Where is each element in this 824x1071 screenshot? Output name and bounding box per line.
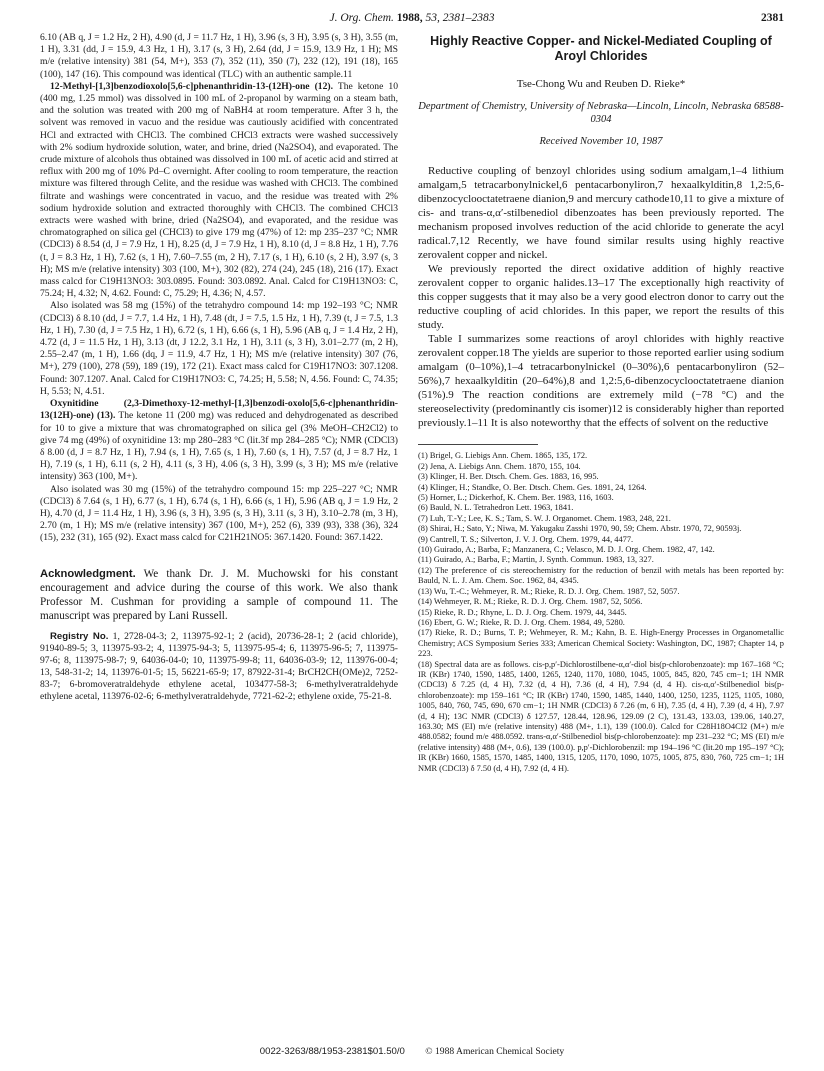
reference-item: (13) Wu, T.-C.; Wehmeyer, R. M.; Rieke, R. D. J. Org. Chem. 1987, 52, 5057. — [418, 586, 680, 596]
compound-12-body: The ketone 10 (400 mg, 1.25 mmol) was dissolved in 100 mL of 2-propanol by warming on a steam bath, and the solution was treated with 200 mg of NaBH4 at room temperature. After 3 h, the solvent was removed in vacuo and the residue was cautiously acidified with concentrated HCl and extracted with CHCl3. The combined CHCl3 extracts were washed successively with 2% sodium hydroxide solution, water, and brine, dried (Na2SO4), and evaporated. The crude mixture of alcohols thus obtained was dissolved in 100 mL of acetic acid and stirred at reflux with 200 mg of 10% Pd–C overnight. After cooling to room temperature, the reaction mixture was filtered through Celite, and the residue was washed with CHCl3. The combined filtrate and washings were concentrated in vacuo, and the residue was treated with 2% sodium hydroxide solution and extracted thoroughly with CHCl3. The combined CHCl3 extracts were washed with brine, dried (Na2SO4), and evaporated, and the residue was chromatographed on silica gel (CHCl3) to give 179 mg (47%) of 12: mp 235–237 °C; NMR (CDCl3) δ 8.54 (d, J = 7.9 Hz, 1 H), 8.25 (d, J = 7.9 Hz, 1 H), 8.10 (d, J = 8.8 Hz, 1 H), 7.76 (t, J = 8.3 Hz, 1 H), 7.62 (s, 1 H), 7.60–7.55 (m, 2 H), 7.17 (s, 1 H), 6.10 (s, 2 H), 3.97 (s, 3 H); MS m/e (relative intensity) 303 (100, M+), 302 (82), 274 (24), 245 (18), 216 (17). Exact mass calcd for C19H13NO3: 303.0895. Found: 303.0892. Anal. Calcd for C19H13NO3: C, 75.24; H, 4.32; N, 4.62. Found: C, 75.29; H, 4.36; N, 4.57. — [40, 80, 398, 300]
page-footer — [40, 1046, 784, 1057]
page-header — [40, 12, 784, 30]
reference-item: (5) Horner, L.; Dickerhof, K. Chem. Ber. 1983, 116, 1603. — [418, 493, 614, 503]
reference-item: (7) Luh, T.-Y.; Lee, K. S.; Tam, S. W. J. Organomet. Chem. 1983, 248, 221. — [418, 513, 671, 523]
reference-item: (15) Rieke, R. D.; Rhyne, L. D. J. Org. Chem. 1979, 44, 3445. — [418, 607, 627, 617]
reference-item: (8) Shirai, H.; Sato, Y.; Niwa, M. Yakugaku Zasshi 1970, 90, 59; Chem. Abstr. 1970, 72, 90593j. — [418, 524, 742, 534]
reference-item: (17) Rieke, R. D.; Burns, T. P.; Wehmeyer, R. M.; Kahn, B. E. High-Energy Processes in Organometallic Chemistry; ACS Symposium Series 333; American Chemical Society: Washington, DC, 1987; Chapter 14, p 223. — [418, 628, 784, 659]
page-number: 2381 — [761, 12, 784, 24]
received-date: Received November 10, 1987 — [539, 136, 663, 148]
body-paragraph-1: Reductive coupling of benzoyl chlorides using sodium amalgam,1–4 lithium amalgam,5 tetracarbonylnickel,6 pentacarbonyliron,7 hexaalkylditin,8 1,2:5,6-dibenzocyclooctatetraene dianion,9 and mercury cathode10,11 to give a mixture of cis- and trans-α,α′-stilbenediol dibenzoates has been previously reported. The mechanism proposed involves reduction of the acid chloride to generate the acyl radical.7,12 Recently, we have found similar results using highly reactive zerovalent copper and nickel. — [418, 165, 784, 262]
compound-12-title: 12-Methyl-[1,3]benzodioxolo[5,6-c]phenanthridin-13-(12H)-one (12). — [50, 80, 333, 92]
registry-label: Registry No. — [50, 630, 109, 642]
body-paragraph-2: We previously reported the direct oxidative addition of highly reactive zerovalent copper to organic halides.13–17 The exceptionally high reactivity of this copper suggests that it may also be a very good electron donor to carry out the reductive coupling of acid chlorides. In this paper, we report the results of this study. — [418, 263, 784, 332]
reference-item: (18) Spectral data are as follows. cis-p,p′-Dichlorostilbene-α,α′-diol bis(p-chlorobenzoate): mp 167–168 °C; IR (KBr) 1740, 1590, 1485, 1400, 1265, 1240, 1170, 1080, 1045, 1005, 845, 820, 745 cm−1; 1H NMR (CDCl3) δ 7.25 (d, 4 H), 7.32 (d, 4 H), 7.36 (d, 4 H), 7.94 (d, 4 H). cis-α,α′-Stilbenediol bis(p-chlorobenzoate): mp 159–161 °C; IR (KBr) 1740, 1590, 1485, 1440, 1400, 1250, 1235, 1125, 1105, 1080, 1005, 840, 760, 745, 690, 670 cm−1; 1H NMR (CDCl3) δ 7.26 (m, 6 H), 7.35 (d, 4 H), 7.39 (d, 4 H), 7.97 (d, 4 H); 13C NMR (CDCl3) δ 127.57, 128.44, 128.96, 129.09 (2 C), 131.43, 133.03, 139.06, 140.27, 163.30; MS (EI) m/e (relative intensity) 488 (M+, 1.1), 139 (100.0). Calcd for C28H18O4Cl2 (M+) m/e 488.0582; found m/e 488.0592. trans-α,α′-Stilbenediol bis(p-chlorobenzoate): mp 231–232 °C; MS (EI) m/e (relative intensity) 488 (M+, 0.6), 139 (100.0). p,p′-Dichlorobenzil: mp 194–196 °C (lit.20 mp 195–197 °C); IR (KBr) 1660, 1585, 1570, 1485, 1400, 1315, 1205, 1170, 1090, 1075, 1005, 875, 830, 760, 725 cm−1; 1H NMR (CDCl3) δ 7.50 (d, 4 H), 7.92 (d, 4 H). — [418, 659, 784, 773]
reference-item: (6) Bauld, N. L. Tetrahedron Lett. 1963, 1841. — [418, 503, 574, 513]
references-list — [418, 451, 784, 774]
body-paragraph-3: Table I summarizes some reactions of aroyl chlorides with highly reactive zerovalent copper.18 The yields are superior to those reported earlier using sodium amalgam (0–10%),1–4 tetracarbonylnickel (0–30%),6 pentacarbonyliron (52–56%),7 hexaalkylditin (20–64%),8 and 1,2:5,6-dibenzocyclooctatetraene dianion (51%).9 The reaction conditions are extremely mild (−78 °C) and the stereoselectivity (predominantly cis isomer)12 is considerably higher than reported previously.1–11 It is also noteworthy that the effects of solvent on the reductive — [418, 333, 784, 430]
reference-item: (12) The preference of cis stereochemistry for the reduction of benzil with metals has been reported by: Bauld, N. L. J. Am. Chem. Soc. 1962, 84, 4345. — [418, 565, 784, 586]
article-body — [418, 164, 784, 430]
article-code: 0022-3263/88/1953-2381$01.50/0 — [259, 1046, 405, 1057]
journal-year: 1988, — [396, 12, 423, 24]
journal-name: J. Org. Chem. — [329, 12, 394, 24]
compound-15-paragraph: Also isolated was 30 mg (15%) of the tetrahydro compound 15: mp 225–227 °C; NMR (CDCl3) δ 7.64 (s, 1 H), 6.77 (s, 1 H), 6.74 (s, 1 H), 6.66 (s, 1 H), 5.96 (AB q, J = 1.9 Hz, 2 H), 4.70 (d, J = 11.4 Hz, 1 H), 3.96 (s, 3 H), 3.95 (s, 3 H), 3.11 (s, 3 H), 3.10–2.78 (m, 3 H), 2.70 (m, 1 H); MS m/e (relative intensity) 367 (100, M+), 252 (6), 339 (93), 338 (36), 324 (15), 232 (31), 165 (92). Exact mass calcd for C21H21NO5: 367.1420. Found: 367.1422. — [40, 483, 398, 544]
registry-text: 1, 2728-04-3; 2, 113975-92-1; 2 (acid), 20736-28-1; 2 (acid chloride), 91940-89-5; 3, 113975-93-2; 4, 113975-94-3; 5, 113975-95-4; 6, 113975-96-5; 7, 113975-97-6; 8, 113975-98-7; 9, 64036-04-0; 10, 113975-99-8; 11, 64036-03-9; 12, 113976-00-4; 13, 548-31-2; 14, 113976-01-5; 15, 56221-65-9; 17, 87922-31-4; BrCH2CH(OMe)2, 7252-83-7; 6-bromoveratraldehyde ethylene acetal, 103477-58-3; 6-methylveratraldehyde ethylene acetal, 113976-02-6; 6-methylveratraldehyde, 7721-62-2; ethylene oxide, 75-21-8. — [40, 630, 398, 702]
left-column — [40, 32, 398, 703]
article-title: Highly Reactive Copper- and Nickel-Mediated Coupling of Aroyl Chlorides — [430, 34, 772, 63]
reference-item: (10) Guirado, A.; Barba, F.; Manzanera, C.; Velasco, M. D. J. Org. Chem. 1982, 47, 142. — [418, 545, 715, 555]
acknowledgment-label: Acknowledgment. — [40, 567, 136, 580]
reference-item: (3) Klinger, H. Ber. Dtsch. Chem. Ges. 1883, 16, 995. — [418, 472, 599, 482]
reference-item: (1) Brigel, G. Liebigs Ann. Chem. 1865, 135, 172. — [418, 451, 588, 461]
author-affiliation: Department of Chemistry, University of Nebraska—Lincoln, Lincoln, Nebraska 68588-0304 — [418, 101, 784, 126]
reference-item: (16) Ebert, G. W.; Rieke, R. D. J. Org. Chem. 1984, 49, 5280. — [418, 617, 625, 627]
reference-item: (9) Cantrell, T. S.; Silverton, J. V. J. Org. Chem. 1979, 44, 4477. — [418, 534, 634, 544]
journal-pages: 2381–2383 — [442, 12, 495, 24]
compound-12-section — [40, 81, 398, 301]
reference-item: (4) Klinger, H.; Standke, O. Ber. Dtsch. Chem. Ges. 1891, 24, 1264. — [418, 482, 647, 492]
acknowledgment-text: We thank Dr. J. M. Muchowski for his constant encouragement and advice during the course of this work. We also thank Professor M. Cushman for providing a sample of compound 11. The manuscript was prepared by Lani Russell. — [40, 567, 398, 622]
experimental-continued: 6.10 (AB q, J = 1.2 Hz, 2 H), 4.90 (d, J = 11.7 Hz, 1 H), 3.96 (s, 3 H), 3.95 (s, 3 H), 3.55 (m, 1 H), 3.31 (dd, J = 15.9, 4.3 Hz, 1 H), 3.17 (s, 3 H), 2.64 (dd, J = 15.9, 13.9 Hz, 1 H); MS m/e (relative intensity) 381 (54, M+), 353 (7), 352 (11), 350 (7), 232 (12), 191 (18), 165 (100), 147 (16). This compound was identical (TLC) with an authentic sample.11 — [40, 32, 398, 80]
right-column — [418, 32, 784, 774]
reference-item: (14) Wehmeyer, R. M.; Rieke, R. D. J. Org. Chem. 1987, 52, 5056. — [418, 597, 643, 607]
compound-14-paragraph: Also isolated was 58 mg (15%) of the tetrahydro compound 14: mp 192–193 °C; NMR (CDCl3) δ 8.10 (dd, J = 7.7, 1.4 Hz, 1 H), 7.48 (dt, J = 7.5, 1.5 Hz, 1 H), 7.39 (t, J = 7.5, 1.3 Hz, 1 H), 7.30 (d, J = 7.5 Hz, 1 H), 6.72 (s, 1 H), 6.66 (s, 1 H), 5.96 (AB q, J = 1.4 Hz, 2 H), 4.72 (d, J = 11.5 Hz, 1 H), 3.13 (dt, J 12.2, 3.1 Hz, 1 H), 3.11 (s, 3 H), 3.01–2.77 (m, 2 H), 2.55–2.47 (m, 1 H), 1.66 (dq, J = 11.9, 4.7 Hz, 1 H); MS m/e (relative intensity) 307 (76, M+), 279 (100), 278 (59), 189 (19), 172 (21). Exact mass calcd for C19H17NO3: 307.1208. Found: 307.1207. Anal. Calcd for C19H17NO3: C, 74.25; H, 5.58; N, 4.56. Found: C, 74.35; H, 5.53; N, 4.51. — [40, 300, 398, 397]
compound-13-body: The ketone 11 (200 mg) was reduced and dehydrogenated as described for 10 to give a mixture that was chromatographed on silica gel (3% MeOH–CH2Cl2) to give 74 mg (49%) of oxynitidine 13: mp 280–283 °C (lit.3f mp 284–285 °C); NMR (CDCl3) δ 8.00 (d, J = 8.7 Hz, 1 H), 7.94 (s, 1 H), 7.65 (s, 1 H), 7.60 (s, 1 H), 7.57 (d, J = 8.7 Hz, 1 H), 7.19 (s, 1 H), 6.11 (s, 2 H), 4.11 (s, 3 H), 4.06 (s, 3 H), 3.99 (s, 3 H); MS m/e (relative intensity) 363 (100, M+). — [40, 410, 398, 483]
copyright: © 1988 American Chemical Society — [425, 1046, 565, 1057]
reference-item: (2) Jena, A. Liebigs Ann. Chem. 1870, 155, 104. — [418, 461, 581, 471]
compound-13-title: Oxynitidine (2,3-Dimethoxy-12-methyl-[1,3]benzodi-oxolo[5,6-c]phenanthridin-13(12H)-one) (13). — [40, 398, 398, 422]
acknowledgment — [40, 567, 398, 623]
running-head — [40, 12, 784, 24]
references-divider — [418, 444, 538, 445]
compound-13-section — [40, 398, 398, 483]
registry-numbers — [40, 631, 398, 703]
article-authors: Tse-Chong Wu and Reuben D. Rieke* — [516, 78, 686, 90]
reference-item: (11) Guirado, A.; Barba, F.; Martin, J. Synth. Commun. 1983, 13, 327. — [418, 555, 654, 565]
journal-volume: 53, — [425, 12, 440, 24]
